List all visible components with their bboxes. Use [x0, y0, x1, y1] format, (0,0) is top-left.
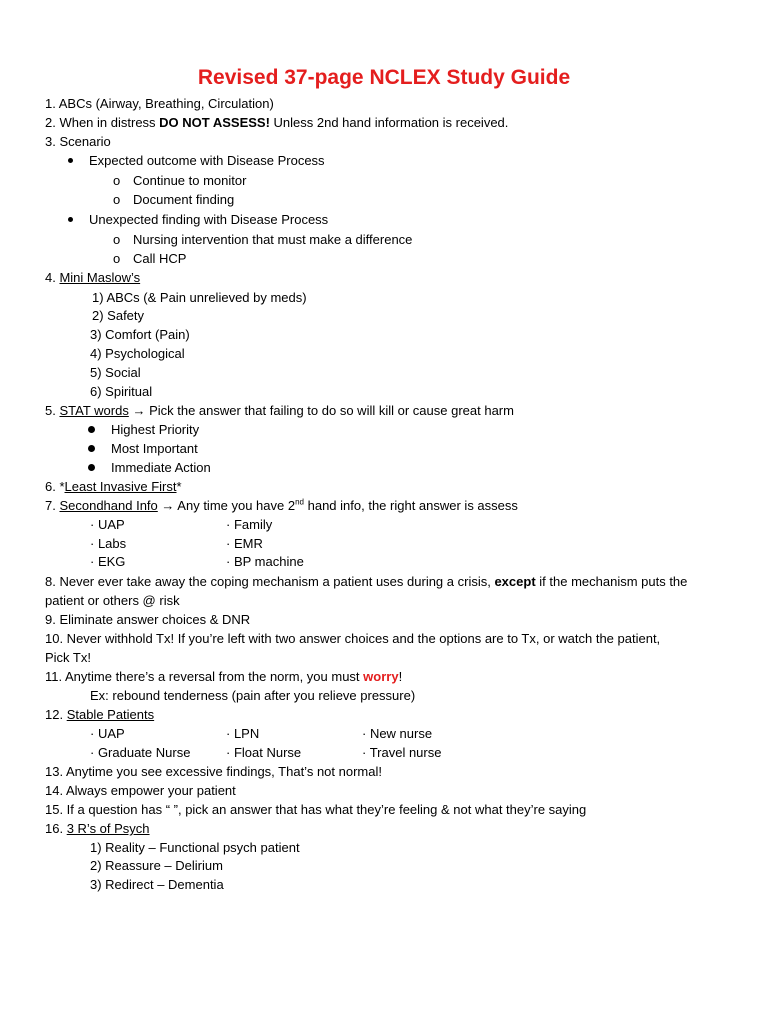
item-11-example: Ex: rebound tenderness (pain after you relieve pressure)	[90, 688, 416, 703]
maslow-item: 2) Safety	[92, 308, 145, 323]
secondhand-item: · Family	[226, 517, 273, 532]
item-8	[45, 574, 687, 590]
bullet-dot-icon	[68, 217, 73, 222]
item-6	[45, 479, 182, 495]
item-4-number: 4.	[45, 270, 60, 285]
item-2-text: 2. When in distress	[45, 115, 160, 130]
item-2-bold: DO NOT ASSESS!	[159, 115, 270, 130]
maslow-item: 1) ABCs (& Pain unrelieved by meds)	[92, 290, 307, 305]
scenario-sub-call-hcp	[113, 251, 186, 267]
circle-bullet-icon: o	[113, 232, 121, 247]
item-16	[45, 821, 150, 837]
item-16-heading: 3 R’s of Psych	[66, 821, 150, 836]
scenario-bullet-unexpected	[68, 212, 328, 228]
item-5	[45, 403, 514, 419]
item-16-number: 16.	[45, 821, 67, 836]
item-7	[45, 498, 518, 514]
item-8-bold: except	[494, 574, 536, 589]
psych-item: 1) Reality – Functional psych patient	[90, 840, 300, 855]
item-5-text: Pick the answer that failing to do so will kill or cause great harm	[145, 403, 514, 418]
item-9: 9. Eliminate answer choices & DNR	[45, 612, 251, 627]
bullet-dot-icon	[88, 464, 95, 471]
item-4	[45, 270, 140, 286]
stable-item: · New nurse	[362, 726, 433, 741]
scenario-sub-document	[113, 192, 234, 208]
item-11-emphasis: worry	[363, 669, 399, 684]
item-8-text: 8. Never ever take away the coping mechanism a patient uses during a crisis,	[45, 574, 495, 589]
bullet-dot-icon	[88, 426, 95, 433]
sub-item-text: Call HCP	[133, 251, 187, 266]
item-5-heading: STAT words	[59, 403, 129, 418]
stable-item: · UAP	[90, 726, 125, 741]
item-3: 3. Scenario	[45, 134, 111, 149]
superscript: nd	[295, 497, 304, 507]
item-11	[45, 669, 402, 685]
item-7-tail: hand info, the right answer is assess	[304, 498, 518, 513]
maslow-item: 5) Social	[90, 365, 141, 380]
item-8-cont: patient or others @ risk	[45, 593, 180, 608]
stable-item: · Travel nurse	[362, 745, 442, 760]
scenario-expected-text: Expected outcome with Disease Process	[89, 153, 325, 168]
stable-item: · LPN	[226, 726, 260, 741]
item-10: 10. Never withhold Tx! If you’re left with two answer choices and the options are to Tx, or watch the patient,	[45, 631, 661, 646]
item-6-heading: Least Invasive First	[64, 479, 177, 494]
item-14: 14. Always empower your patient	[45, 783, 236, 798]
item-8-tail: if the mechanism puts the	[535, 574, 688, 589]
circle-bullet-icon: o	[113, 251, 121, 266]
sub-item-text: Continue to monitor	[133, 173, 247, 188]
stat-item-text: Highest Priority	[111, 422, 200, 437]
secondhand-item: · Labs	[90, 536, 127, 551]
stable-item: · Float Nurse	[226, 745, 302, 760]
sub-item-text: Nursing intervention that must make a difference	[133, 232, 413, 247]
bullet-dot-icon	[68, 158, 73, 163]
bullet-dot-icon	[88, 445, 95, 452]
item-2	[45, 115, 508, 131]
item-7-heading: Secondhand Info	[59, 498, 158, 513]
psych-item: 3) Redirect – Dementia	[90, 877, 224, 892]
scenario-unexpected-text: Unexpected finding with Disease Process	[89, 212, 329, 227]
scenario-sub-intervention	[113, 232, 412, 248]
stat-item	[88, 422, 199, 438]
scenario-sub-monitor	[113, 173, 246, 189]
item-13: 13. Anytime you see excessive findings, That’s not normal!	[45, 764, 382, 779]
right-arrow-icon: →	[132, 403, 146, 418]
stat-item-text: Immediate Action	[111, 460, 211, 475]
circle-bullet-icon: o	[113, 173, 121, 188]
item-10-cont: Pick Tx!	[45, 650, 91, 665]
psych-item: 2) Reassure – Delirium	[90, 858, 223, 873]
secondhand-item: · EKG	[90, 554, 126, 569]
right-arrow-icon: →	[161, 498, 175, 513]
item-1: 1. ABCs (Airway, Breathing, Circulation)	[45, 96, 274, 111]
stat-item	[88, 460, 211, 476]
maslow-item: 3) Comfort (Pain)	[90, 327, 190, 342]
secondhand-item: · UAP	[90, 517, 125, 532]
item-6-tail: *	[176, 479, 182, 494]
sub-item-text: Document finding	[133, 192, 235, 207]
scenario-bullet-expected	[68, 153, 325, 169]
item-7-number: 7.	[45, 498, 60, 513]
item-11-text: 11. Anytime there’s a reversal from the norm, you must	[45, 669, 364, 684]
item-12	[45, 707, 154, 723]
stat-item-text: Most Important	[111, 441, 198, 456]
item-11-tail: !	[398, 669, 403, 684]
page-title: Revised 37-page NCLEX Study Guide	[197, 66, 571, 89]
circle-bullet-icon: o	[113, 192, 121, 207]
stat-item	[88, 441, 198, 457]
maslow-item: 4) Psychological	[90, 346, 185, 361]
item-12-number: 12.	[45, 707, 67, 722]
item-15: 15. If a question has “ ”, pick an answer that has what they’re feeling & not what they’re saying	[45, 802, 587, 817]
item-4-heading: Mini Maslow’s	[59, 270, 141, 285]
maslow-item: 6) Spiritual	[90, 384, 153, 399]
secondhand-item: · EMR	[226, 536, 263, 551]
stable-item: · Graduate Nurse	[90, 745, 191, 760]
item-6-number: 6. *	[45, 479, 65, 494]
item-7-text: Any time you have 2	[174, 498, 296, 513]
secondhand-item: · BP machine	[226, 554, 304, 569]
item-2-tail: Unless 2nd hand information is received.	[269, 115, 509, 130]
item-12-heading: Stable Patients	[66, 707, 155, 722]
item-5-number: 5.	[45, 403, 60, 418]
